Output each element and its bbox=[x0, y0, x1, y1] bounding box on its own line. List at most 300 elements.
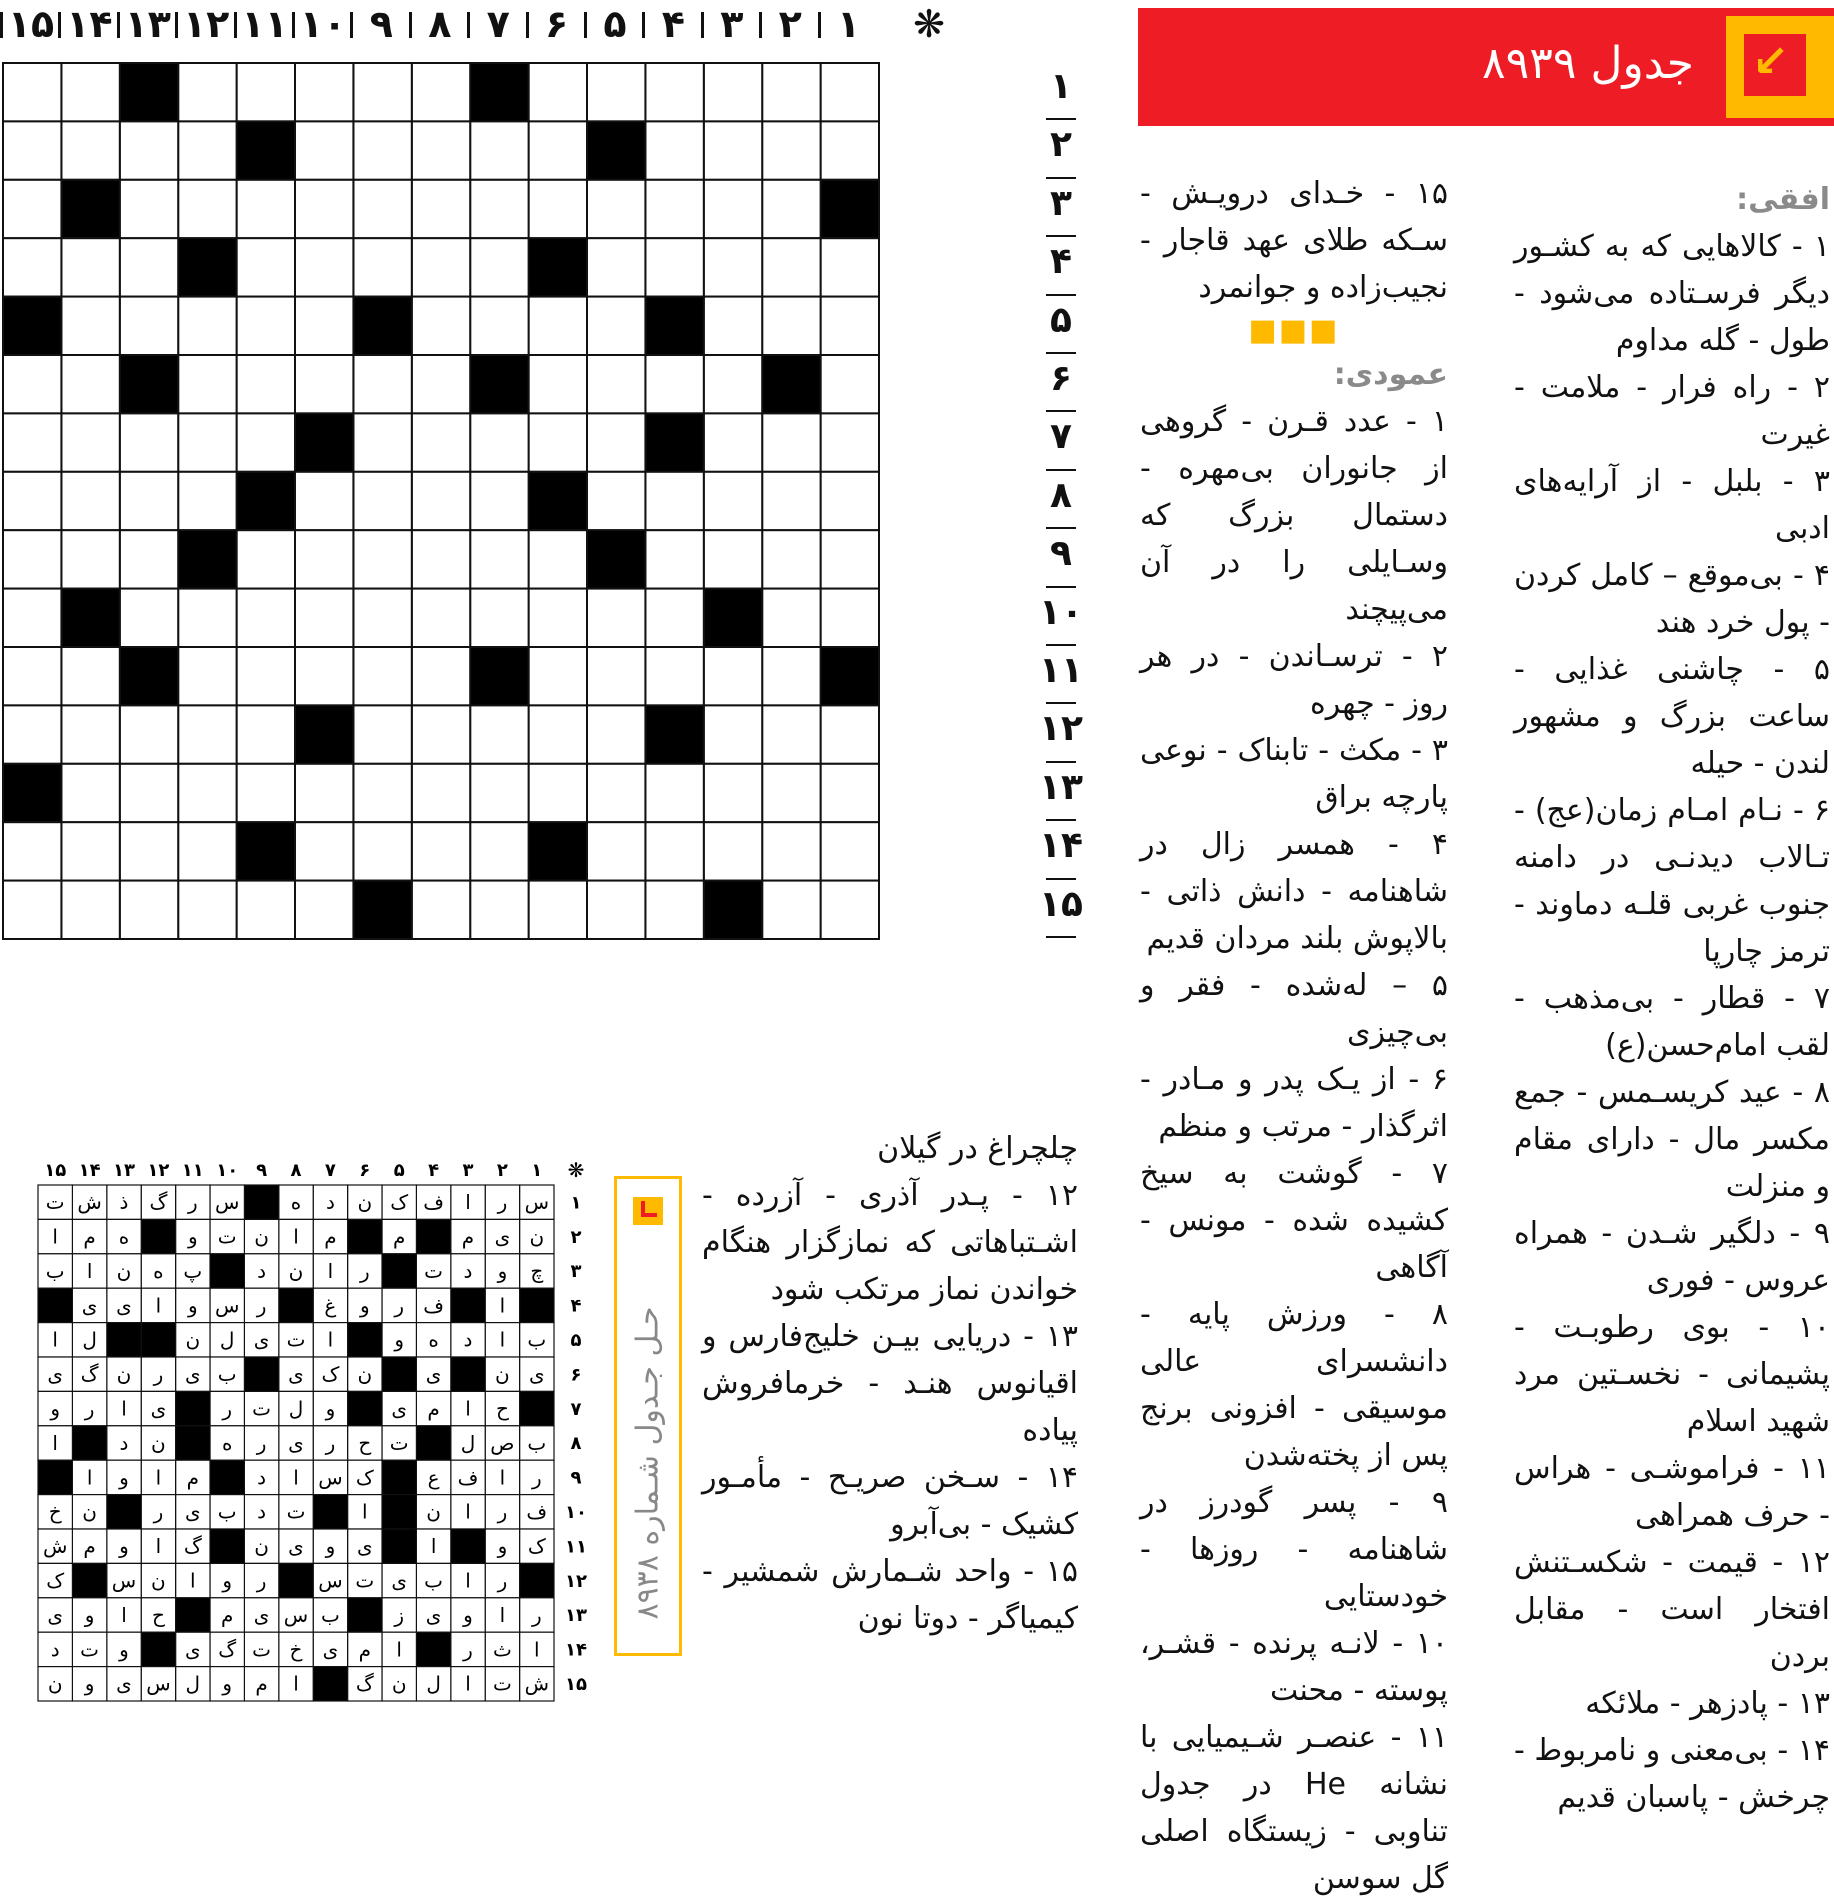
grid-cell[interactable] bbox=[3, 705, 61, 763]
grid-cell[interactable] bbox=[704, 355, 762, 413]
grid-cell[interactable] bbox=[353, 764, 411, 822]
solution-letter: ر bbox=[84, 1396, 95, 1421]
grid-cell[interactable] bbox=[704, 180, 762, 238]
grid-cell[interactable] bbox=[470, 472, 528, 530]
solution-letter: ل bbox=[82, 1327, 97, 1352]
grid-cell[interactable] bbox=[645, 180, 703, 238]
grid-cell[interactable] bbox=[61, 355, 119, 413]
solution-letter: د bbox=[119, 1430, 129, 1455]
column-number: ۱۰ bbox=[299, 2, 347, 46]
grid-cell[interactable] bbox=[353, 238, 411, 296]
grid-cell[interactable] bbox=[762, 589, 820, 647]
grid-cell[interactable] bbox=[178, 355, 236, 413]
grid-cell[interactable] bbox=[645, 530, 703, 588]
grid-cell[interactable] bbox=[412, 705, 470, 763]
grid-cell[interactable] bbox=[120, 881, 178, 939]
solution-letter: و bbox=[187, 1293, 198, 1318]
solution-black-cell bbox=[244, 1185, 278, 1219]
grid-cell[interactable] bbox=[704, 530, 762, 588]
grid-cell[interactable] bbox=[61, 63, 119, 121]
grid-cell[interactable] bbox=[645, 881, 703, 939]
grid-cell[interactable] bbox=[645, 647, 703, 705]
black-cell bbox=[353, 297, 411, 355]
grid-cell[interactable] bbox=[178, 881, 236, 939]
clue-item: ۱۲ - پـدر آذری - آزرده - اشـتباهاتی که نمازگزار هنگام خواندن نماز مرتکب شود bbox=[702, 1178, 1078, 1307]
grid-cell[interactable] bbox=[645, 472, 703, 530]
solution-letter: ی bbox=[47, 1362, 64, 1387]
grid-cell[interactable] bbox=[762, 180, 820, 238]
solution-letter: ن bbox=[82, 1499, 97, 1524]
solution-row-number: ۱۴ bbox=[565, 1639, 587, 1661]
grid-cell[interactable] bbox=[529, 121, 587, 179]
grid-cell[interactable] bbox=[237, 589, 295, 647]
grid-cell[interactable] bbox=[412, 121, 470, 179]
grid-cell[interactable] bbox=[412, 472, 470, 530]
grid-cell[interactable] bbox=[704, 238, 762, 296]
row-number: ۱۱ bbox=[1039, 650, 1083, 691]
solution-letter: س bbox=[146, 1671, 171, 1696]
grid-cell[interactable] bbox=[821, 705, 879, 763]
grid-cell[interactable] bbox=[704, 121, 762, 179]
grid-cell[interactable] bbox=[529, 63, 587, 121]
grid-cell[interactable] bbox=[61, 413, 119, 471]
grid-cell[interactable] bbox=[353, 413, 411, 471]
grid-cell[interactable] bbox=[178, 472, 236, 530]
row-number: ۱۵ bbox=[1039, 883, 1083, 925]
grid-cell[interactable] bbox=[529, 530, 587, 588]
grid-cell[interactable] bbox=[470, 121, 528, 179]
grid-cell[interactable] bbox=[587, 413, 645, 471]
solution-letter: ا bbox=[396, 1637, 402, 1662]
solution-letter: ر bbox=[153, 1499, 164, 1524]
grid-cell[interactable] bbox=[762, 238, 820, 296]
solution-letter: ت bbox=[252, 1637, 272, 1662]
grid-cell[interactable] bbox=[61, 297, 119, 355]
solution-letter: ه bbox=[221, 1430, 233, 1455]
solution-letter: ر bbox=[531, 1465, 542, 1490]
grid-cell[interactable] bbox=[178, 647, 236, 705]
solution-letter: ب bbox=[527, 1430, 547, 1455]
grid-cell[interactable] bbox=[3, 63, 61, 121]
grid-cell[interactable] bbox=[295, 238, 353, 296]
grid-cell[interactable] bbox=[3, 530, 61, 588]
solution-letter: ت bbox=[252, 1396, 272, 1421]
column-separator bbox=[0, 12, 3, 38]
solution-black-cell bbox=[416, 1219, 450, 1253]
solution-black-cell bbox=[107, 1495, 141, 1529]
row-separator bbox=[1046, 294, 1076, 296]
grid-cell[interactable] bbox=[178, 297, 236, 355]
grid-cell[interactable] bbox=[587, 180, 645, 238]
solution-letter: ا bbox=[465, 1568, 471, 1593]
row-separator bbox=[1046, 936, 1076, 938]
grid-cell[interactable] bbox=[762, 413, 820, 471]
grid-cell[interactable] bbox=[762, 822, 820, 880]
clue-item: ۷ - قطار - بی‌مذهب - لقب امام‌حسن(ع) bbox=[1514, 981, 1830, 1063]
solution-letter: و bbox=[325, 1396, 336, 1421]
solution-letter: ر bbox=[394, 1293, 405, 1318]
clue-item: ۸ - ورزش پایه - دانشسرای عالی موسیقی - افزونی برنج پس از پخته‌شدن bbox=[1140, 1297, 1448, 1473]
black-cell bbox=[645, 705, 703, 763]
solution-letter: ب bbox=[424, 1568, 444, 1593]
grid-cell[interactable] bbox=[353, 705, 411, 763]
grid-cell[interactable] bbox=[645, 764, 703, 822]
grid-cell[interactable] bbox=[295, 121, 353, 179]
black-cell bbox=[120, 63, 178, 121]
grid-cell[interactable] bbox=[470, 822, 528, 880]
grid-cell[interactable] bbox=[237, 530, 295, 588]
row-separator bbox=[1046, 761, 1076, 763]
grid-cell[interactable] bbox=[3, 472, 61, 530]
grid-cell[interactable] bbox=[3, 180, 61, 238]
corner-star-icon: ❋ bbox=[913, 2, 945, 46]
grid-cell[interactable] bbox=[529, 297, 587, 355]
solution-letter: ن bbox=[185, 1327, 201, 1352]
grid-cell[interactable] bbox=[61, 472, 119, 530]
grid-cell[interactable] bbox=[120, 413, 178, 471]
solution-letter: ی bbox=[47, 1602, 64, 1627]
grid-cell[interactable] bbox=[412, 647, 470, 705]
column-number: ۶ bbox=[544, 2, 569, 46]
grid-cell[interactable] bbox=[587, 297, 645, 355]
grid-cell[interactable] bbox=[61, 530, 119, 588]
solution-row-number: ۱۰ bbox=[565, 1501, 587, 1523]
grid-cell[interactable] bbox=[470, 413, 528, 471]
grid-cell[interactable] bbox=[178, 121, 236, 179]
grid-cell[interactable] bbox=[470, 238, 528, 296]
grid-cell[interactable] bbox=[120, 472, 178, 530]
grid-cell[interactable] bbox=[529, 647, 587, 705]
solution-letter: د bbox=[463, 1327, 473, 1352]
grid-cell[interactable] bbox=[178, 764, 236, 822]
solution-black-cell bbox=[279, 1288, 313, 1322]
solution-letter: و bbox=[497, 1534, 508, 1559]
grid-cell[interactable] bbox=[178, 822, 236, 880]
grid-cell[interactable] bbox=[178, 589, 236, 647]
grid-cell[interactable] bbox=[120, 121, 178, 179]
grid-cell[interactable] bbox=[529, 705, 587, 763]
grid-cell[interactable] bbox=[61, 822, 119, 880]
grid-cell[interactable] bbox=[61, 705, 119, 763]
solution-black-cell bbox=[520, 1563, 554, 1597]
grid-cell[interactable] bbox=[821, 297, 879, 355]
row-separator bbox=[1046, 644, 1076, 646]
solution-letter: غ bbox=[324, 1293, 337, 1318]
grid-cell[interactable] bbox=[762, 297, 820, 355]
solution-letter: ا bbox=[327, 1327, 334, 1352]
solution-black-cell bbox=[72, 1426, 106, 1460]
grid-cell[interactable] bbox=[821, 822, 879, 880]
solution-column-number: ۳ bbox=[462, 1160, 474, 1181]
solution-letter: پ bbox=[183, 1258, 203, 1283]
solution-letter: ی bbox=[184, 1499, 201, 1524]
clue-item: ۱۵ - واحد شـمارش شمشیر - کیمیاگر - دوتا نون bbox=[702, 1554, 1078, 1636]
grid-cell[interactable] bbox=[178, 413, 236, 471]
solution-letter: م bbox=[221, 1602, 234, 1627]
grid-cell[interactable] bbox=[704, 63, 762, 121]
grid-cell[interactable] bbox=[178, 180, 236, 238]
grid-cell[interactable] bbox=[470, 180, 528, 238]
solution-black-cell bbox=[244, 1357, 278, 1391]
grid-cell[interactable] bbox=[61, 881, 119, 939]
grid-cell[interactable] bbox=[412, 238, 470, 296]
solution-column-number: ۱۲ bbox=[147, 1160, 170, 1181]
clue-item: چلچراغ در گیلان bbox=[877, 1131, 1078, 1166]
grid-cell[interactable] bbox=[120, 822, 178, 880]
grid-cell[interactable] bbox=[353, 472, 411, 530]
grid-cell[interactable] bbox=[762, 63, 820, 121]
grid-cell[interactable] bbox=[762, 705, 820, 763]
column-number: ۷ bbox=[486, 2, 510, 46]
clue-item: ۵ – له‌شده - فقر و بی‌چیزی bbox=[1140, 968, 1448, 1050]
grid-cell[interactable] bbox=[762, 121, 820, 179]
grid-cell[interactable] bbox=[353, 647, 411, 705]
grid-cell[interactable] bbox=[821, 413, 879, 471]
grid-cell[interactable] bbox=[353, 180, 411, 238]
grid-cell[interactable] bbox=[587, 63, 645, 121]
grid-cell[interactable] bbox=[120, 297, 178, 355]
row-separator bbox=[1046, 177, 1076, 179]
row-separator bbox=[1046, 702, 1076, 704]
solution-letter: ا bbox=[155, 1465, 162, 1490]
grid-cell[interactable] bbox=[61, 121, 119, 179]
grid-cell[interactable] bbox=[3, 121, 61, 179]
solution-letter: س bbox=[318, 1465, 343, 1490]
grid-cell[interactable] bbox=[412, 530, 470, 588]
grid-cell[interactable] bbox=[120, 705, 178, 763]
solution-row-number: ۵ bbox=[570, 1329, 582, 1351]
grid-cell[interactable] bbox=[762, 472, 820, 530]
grid-cell[interactable] bbox=[704, 472, 762, 530]
grid-cell[interactable] bbox=[295, 530, 353, 588]
grid-cell[interactable] bbox=[3, 881, 61, 939]
grid-cell[interactable] bbox=[3, 589, 61, 647]
grid-cell[interactable] bbox=[61, 764, 119, 822]
column-number: ۱۴ bbox=[66, 2, 113, 46]
solution-letter: ح bbox=[495, 1396, 509, 1421]
grid-cell[interactable] bbox=[237, 297, 295, 355]
solution-black-cell bbox=[107, 1323, 141, 1357]
grid-cell[interactable] bbox=[237, 413, 295, 471]
solution-row-number: ۴ bbox=[570, 1295, 582, 1317]
grid-cell[interactable] bbox=[120, 589, 178, 647]
grid-cell[interactable] bbox=[762, 530, 820, 588]
grid-cell[interactable] bbox=[295, 63, 353, 121]
grid-cell[interactable] bbox=[412, 413, 470, 471]
grid-cell[interactable] bbox=[353, 63, 411, 121]
corner-star-icon: ❋ bbox=[567, 1158, 585, 1182]
solution-letter: ح bbox=[151, 1602, 165, 1627]
grid-cell[interactable] bbox=[821, 764, 879, 822]
solution-column-number: ۱۴ bbox=[78, 1160, 101, 1181]
grid-cell[interactable] bbox=[821, 881, 879, 939]
grid-cell[interactable] bbox=[587, 355, 645, 413]
grid-cell[interactable] bbox=[3, 238, 61, 296]
solution-letter: ا bbox=[121, 1396, 127, 1421]
clue-item: ۸ - عید کریسـمس - جمع مکسر مال - دارای مقام و منزلت bbox=[1514, 1075, 1830, 1204]
grid-cell[interactable] bbox=[237, 180, 295, 238]
clue-item: ۴ - همسر زال در شاهنامه - دانش ذاتی - بالاپوش بلند مردان قدیم bbox=[1140, 827, 1448, 956]
black-cell bbox=[529, 822, 587, 880]
grid-cell[interactable] bbox=[237, 881, 295, 939]
grid-cell[interactable] bbox=[645, 238, 703, 296]
grid-cell[interactable] bbox=[821, 238, 879, 296]
solution-letter: ی bbox=[288, 1534, 304, 1559]
grid-cell[interactable] bbox=[178, 63, 236, 121]
solution-letter: و bbox=[84, 1602, 95, 1627]
grid-cell[interactable] bbox=[412, 764, 470, 822]
row-numbers bbox=[1036, 62, 1086, 1102]
grid-cell[interactable] bbox=[412, 822, 470, 880]
grid-cell[interactable] bbox=[587, 822, 645, 880]
row-number: ۱۰ bbox=[1039, 591, 1083, 633]
grid-cell[interactable] bbox=[61, 238, 119, 296]
row-separator bbox=[1046, 352, 1076, 354]
grid-cell[interactable] bbox=[704, 297, 762, 355]
grid-cell[interactable] bbox=[762, 881, 820, 939]
grid-cell[interactable] bbox=[295, 647, 353, 705]
grid-cell[interactable] bbox=[120, 530, 178, 588]
grid-cell[interactable] bbox=[120, 238, 178, 296]
grid-cell[interactable] bbox=[645, 822, 703, 880]
grid-cell[interactable] bbox=[529, 180, 587, 238]
solution-letter: ا bbox=[52, 1224, 58, 1249]
grid-cell[interactable] bbox=[295, 297, 353, 355]
grid-cell[interactable] bbox=[412, 63, 470, 121]
grid-cell[interactable] bbox=[412, 355, 470, 413]
grid-cell[interactable] bbox=[645, 589, 703, 647]
grid-cell[interactable] bbox=[412, 180, 470, 238]
solution-letter: ا bbox=[465, 1499, 471, 1524]
grid-cell[interactable] bbox=[529, 413, 587, 471]
grid-cell[interactable] bbox=[470, 530, 528, 588]
solution-letter: ا bbox=[430, 1534, 437, 1559]
solution-letter: ا bbox=[362, 1499, 368, 1524]
solution-black-cell bbox=[176, 1598, 210, 1632]
grid-cell[interactable] bbox=[295, 881, 353, 939]
solution-letter: ی bbox=[253, 1602, 270, 1627]
grid-cell[interactable] bbox=[237, 647, 295, 705]
grid-cell[interactable] bbox=[645, 121, 703, 179]
solution-letter: ر bbox=[497, 1568, 508, 1593]
grid-cell[interactable] bbox=[529, 764, 587, 822]
grid-cell[interactable] bbox=[587, 881, 645, 939]
solution-letter: ی bbox=[425, 1362, 442, 1387]
grid-cell[interactable] bbox=[587, 472, 645, 530]
solution-letter: ی bbox=[356, 1534, 373, 1559]
clue-item: ۱۲ - قیمت - شکسـتنش افتخار است - مقابل بردن bbox=[1514, 1545, 1830, 1674]
grid-cell[interactable] bbox=[412, 589, 470, 647]
grid-cell[interactable] bbox=[470, 881, 528, 939]
solution-row-number: ۶ bbox=[570, 1364, 582, 1386]
grid-cell[interactable] bbox=[587, 764, 645, 822]
grid-cell[interactable] bbox=[353, 822, 411, 880]
solution-letter: گ bbox=[355, 1671, 374, 1696]
grid-cell[interactable] bbox=[645, 63, 703, 121]
grid-cell[interactable] bbox=[237, 63, 295, 121]
grid-cell[interactable] bbox=[3, 355, 61, 413]
grid-cell[interactable] bbox=[3, 647, 61, 705]
solution-letter: ا bbox=[190, 1568, 196, 1593]
grid-cell[interactable] bbox=[353, 589, 411, 647]
grid-cell[interactable] bbox=[295, 355, 353, 413]
grid-cell[interactable] bbox=[295, 589, 353, 647]
grid-cell[interactable] bbox=[821, 121, 879, 179]
grid-cell[interactable] bbox=[61, 647, 119, 705]
solution-letter: ت bbox=[355, 1568, 375, 1593]
grid-cell[interactable] bbox=[470, 589, 528, 647]
grid-cell[interactable] bbox=[353, 530, 411, 588]
grid-cell[interactable] bbox=[412, 881, 470, 939]
solution-column-number: ۹ bbox=[256, 1160, 268, 1181]
grid-cell[interactable] bbox=[353, 355, 411, 413]
black-cell bbox=[61, 589, 119, 647]
grid-cell[interactable] bbox=[762, 764, 820, 822]
grid-cell[interactable] bbox=[529, 881, 587, 939]
grid-cell[interactable] bbox=[821, 63, 879, 121]
grid-cell[interactable] bbox=[587, 705, 645, 763]
grid-cell[interactable] bbox=[762, 647, 820, 705]
grid-cell[interactable] bbox=[529, 355, 587, 413]
grid-cell[interactable] bbox=[587, 589, 645, 647]
solution-column-number: ۱۳ bbox=[113, 1160, 135, 1181]
logo bbox=[1726, 16, 1834, 118]
solution-black-cell bbox=[451, 1529, 485, 1563]
solution-letter: ت bbox=[286, 1327, 306, 1352]
grid-cell[interactable] bbox=[120, 764, 178, 822]
solution-letter: ا bbox=[52, 1430, 58, 1455]
grid-cell[interactable] bbox=[353, 121, 411, 179]
solution-letter: و bbox=[187, 1224, 198, 1249]
grid-cell[interactable] bbox=[470, 705, 528, 763]
arrow-corner-icon: ↙ bbox=[1744, 34, 1806, 96]
grid-cell[interactable] bbox=[178, 705, 236, 763]
grid-cell[interactable] bbox=[295, 472, 353, 530]
solution-letter: ل bbox=[288, 1396, 304, 1421]
grid-cell[interactable] bbox=[295, 822, 353, 880]
grid-cell[interactable] bbox=[295, 764, 353, 822]
grid-cell[interactable] bbox=[237, 764, 295, 822]
grid-cell[interactable] bbox=[237, 238, 295, 296]
grid-cell[interactable] bbox=[295, 180, 353, 238]
grid-cell[interactable] bbox=[645, 355, 703, 413]
grid-cell[interactable] bbox=[704, 413, 762, 471]
solution-letter: س bbox=[318, 1568, 343, 1593]
grid-cell[interactable] bbox=[3, 413, 61, 471]
grid-cell[interactable] bbox=[470, 297, 528, 355]
row-number: ۳ bbox=[1050, 182, 1072, 224]
grid-cell[interactable] bbox=[470, 764, 528, 822]
grid-cell[interactable] bbox=[529, 589, 587, 647]
grid-cell[interactable] bbox=[704, 647, 762, 705]
grid-cell[interactable] bbox=[704, 822, 762, 880]
grid-cell[interactable] bbox=[587, 647, 645, 705]
solution-letter: ا bbox=[465, 1190, 471, 1215]
grid-cell[interactable] bbox=[821, 355, 879, 413]
grid-cell[interactable] bbox=[237, 355, 295, 413]
grid-cell[interactable] bbox=[821, 589, 879, 647]
grid-cell[interactable] bbox=[412, 297, 470, 355]
grid-cell[interactable] bbox=[237, 705, 295, 763]
solution-black-cell bbox=[416, 1632, 450, 1666]
grid-cell[interactable] bbox=[704, 764, 762, 822]
grid-cell[interactable] bbox=[587, 238, 645, 296]
grid-cell[interactable] bbox=[821, 530, 879, 588]
grid-cell[interactable] bbox=[120, 180, 178, 238]
grid-cell[interactable] bbox=[3, 822, 61, 880]
grid-cell[interactable] bbox=[821, 472, 879, 530]
grid-cell[interactable] bbox=[704, 705, 762, 763]
